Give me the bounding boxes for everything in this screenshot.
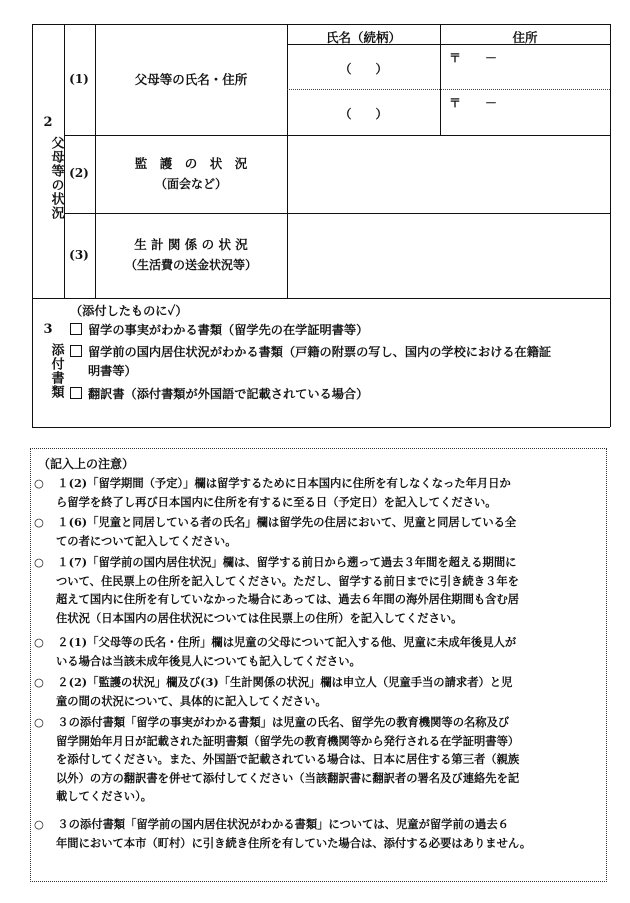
note-3-mark: ○ [34, 555, 44, 569]
section-3-title: 添付書類 [48, 343, 64, 399]
note-4-line2: いる場合は当該未成年後見人についても記入してください。 [56, 653, 361, 668]
column-header-name: 氏名（続柄） [325, 30, 401, 45]
note-3-line4: 住状況（日本国内の居住状況については住民票上の住所）を記入してください。 [56, 610, 463, 625]
note-7-line2: 年間において本市（町村）に引き続き住所を有していた場合は、添付する必要はありません。 [56, 835, 532, 850]
note-2-mark: ○ [34, 515, 44, 529]
note-5 [22, 673, 600, 710]
note-6 [22, 713, 600, 806]
attachment-instruction: （添付したものに✓） [70, 304, 188, 318]
item-2-label [95, 154, 287, 194]
notes-title: （記入上の注意） [38, 457, 135, 471]
note-4-mark: ○ [34, 635, 44, 649]
item-3-label [95, 235, 287, 275]
note-1-mark: ○ [34, 476, 44, 490]
note-6-line2: 留学開始年月日が記載された証明書類（留学先の教育機関等から発行される在学証明書等） [56, 733, 520, 748]
note-6-line4: 以外）の方の翻訳書を併せて添付してください（当該翻訳書に翻訳者の署名及び連絡先を記 [56, 770, 520, 785]
note-2-line2: ての者について記入してください。 [56, 533, 237, 548]
item-1-label: 父母等の氏名・住所 [134, 72, 248, 87]
section-2-number: 2 [43, 115, 53, 130]
note-1-line1: １(2)「留学期間（予定）」欄は留学するために日本国内に住所を有しなくなった年月日か [46, 476, 511, 490]
column-header-address: 住所 [512, 30, 538, 45]
note-3-line2: ついて、住民票上の住所を記入してください。ただし、留学する前日までに引き続き３年を [56, 573, 519, 588]
item-3-label-line1: 生 計 関 係 の 状 況 [134, 237, 248, 252]
item-3-number: (3) [69, 248, 89, 262]
note-3 [22, 553, 600, 627]
checkbox-2[interactable] [70, 345, 82, 357]
attachment-item-3[interactable] [70, 385, 606, 404]
relation-field-2[interactable]: （ ） [339, 107, 388, 121]
note-1 [22, 474, 600, 511]
note-5-line2: 童の間の状況について、具体的に記入してください。 [56, 693, 327, 708]
checkbox-1[interactable] [70, 323, 82, 335]
note-3-line3: 超えて国内に住所を有していなかった場合にあっては、過去６年間の海外居住期間も含む居 [56, 592, 520, 607]
note-7-line1: ３の添付書類「留学前の国内居住状況がわかる書類」については、児童が留学前の過去６ [46, 817, 509, 831]
note-7-mark: ○ [34, 817, 44, 831]
checkbox-3[interactable] [70, 387, 82, 399]
note-4 [22, 633, 600, 670]
item-3-label-line2: （生活費の送金状況等） [124, 258, 257, 272]
relation-field-1[interactable]: （ ） [339, 62, 388, 76]
attachment-item-3-label: 翻訳書（添付書類が外国語で記載されている場合） [88, 387, 369, 401]
attachment-item-2-label-line1: 留学前の国内居住状況がわかる書類（戸籍の附票の写し、国内の学校における在籍証 [88, 345, 552, 359]
postal-field-2[interactable]: 〒 － [449, 96, 498, 110]
livelihood-status-field[interactable] [288, 214, 609, 297]
note-4-line1: ２(1)「父母等の氏名・住所」欄は児童の父母について記入する他、児童に未成年後見人が [46, 635, 517, 649]
section-2-title: 父母等の状況 [48, 136, 64, 220]
note-6-line5: 載してください）。 [56, 789, 153, 804]
item-2-label-line2: （面会など） [154, 177, 227, 191]
section-3-number: 3 [43, 322, 53, 337]
attachment-item-2[interactable] [70, 343, 610, 381]
note-5-line1: ２(2)「監護の状況」欄及び(3)「生計関係の状況」欄は申立人（児童手当の請求者）と児 [46, 675, 513, 689]
attachment-item-1-label: 留学の事実がわかる書類（留学先の在学証明書等） [88, 323, 369, 337]
postal-field-1[interactable]: 〒 － [449, 51, 498, 65]
item-2-label-line1: 監 護 の 状 況 [134, 156, 248, 171]
note-6-mark: ○ [34, 715, 44, 729]
note-1-line2: ら留学を終了し再び日本国内に住所を有するに至る日（予定日）を記入してください。 [56, 494, 497, 509]
note-6-line3: を添付してください。また、外国語で記載されている場合は、日本に居住する第三者（親族 [56, 752, 520, 767]
note-6-line1: ３の添付書類「留学の事実がわかる書類」は児童の氏名、留学先の教育機関等の名称及び [46, 715, 510, 729]
item-1-number: (1) [69, 72, 89, 86]
note-2-line1: １(6)「児童と同居している者の氏名」欄は留学先の住居において、児童と同居している全 [46, 515, 517, 529]
note-5-mark: ○ [34, 675, 44, 689]
note-7 [22, 815, 600, 852]
attachment-item-2-label-line2: 明書等） [88, 364, 137, 378]
custody-status-field[interactable] [288, 136, 609, 212]
note-2 [22, 513, 600, 550]
item-2-number: (2) [69, 166, 89, 180]
attachment-item-1[interactable] [70, 321, 606, 340]
note-3-line1: １(7)「留学前の国内居住状況」欄は、留学する前日から遡って過去３年間を超える期間に [46, 555, 517, 569]
